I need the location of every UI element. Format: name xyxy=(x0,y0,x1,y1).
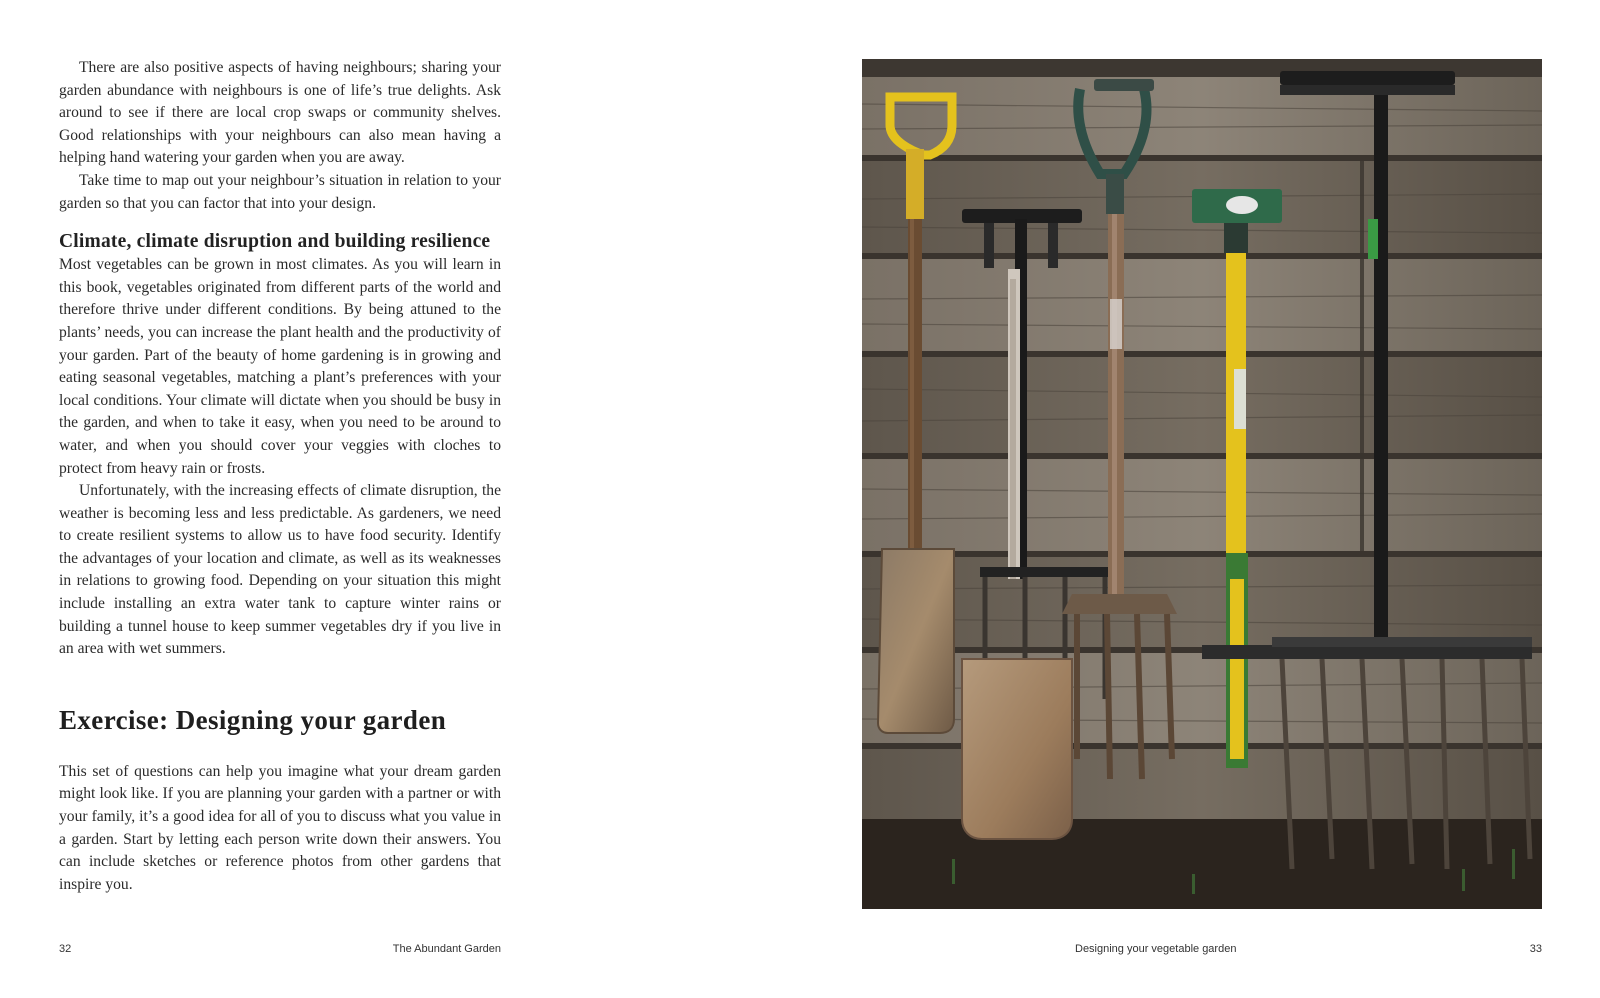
text-column xyxy=(59,57,501,896)
climate-paragraph: Most vegetables can be grown in most climates. As you will learn in this book, vegetables originated from different parts of the world and therefore thrive under different conditions. By being attuned to the plants’ needs, you can increase the plant health and the productivity of your garden. Part of the beauty of home gardening is in growing and eating seasonal vegetables, matching a plant’s preferences with your local conditions. Your climate will dictate when you should be busy in the garden, and when to take it easy, when you need to be around to water, and when you should cover your veggies with cloches to protect from heavy rain or frosts. xyxy=(59,256,501,477)
page-number-left: 32 xyxy=(59,943,72,955)
running-title-left: The Abundant Garden xyxy=(392,943,501,955)
garden-tools-photo xyxy=(862,59,1542,909)
climate-heading: Climate, climate disruption and building resilience xyxy=(59,231,491,253)
exercise-heading: Exercise: Designing your garden xyxy=(59,704,447,735)
neighbours-paragraph: There are also positive aspects of having neighbours; sharing your garden abundance with neighbours is one of life’s true delights. Ask around to see if there are local crop swaps or community shelves. Good relationships with your neighbours can also mean having a helping hand watering your garden when you are away. xyxy=(59,59,501,167)
exercise-paragraph: This set of questions can help you imagine what your dream garden might look like. If you are planning your garden with a partner or with your family, it’s a good idea for all of you to discuss what you value in a garden. Start by letting each person write down their answers. You can include sketches or reference photos from other gardens that inspire you. xyxy=(59,762,501,893)
climate-disruption-paragraph: Unfortunately, with the increasing effects of climate disruption, the weather is becoming less and less predictable. As gardeners, we need to create resilient systems to allow us to have food security. Identify the advantages of your location and climate, as well as its weaknesses in relations to growing food. Depending on your situation this might include installing an extra water tank to capture winter rains or building a tunnel house to keep summer vegetables dry if you live in an area with wet summers. xyxy=(59,482,501,658)
right-page xyxy=(800,0,1600,998)
running-title-right: Designing your vegetable garden xyxy=(1075,943,1237,955)
map-neighbours-paragraph: Take time to map out your neighbour’s situation in relation to your garden so that you can factor that into your design. xyxy=(59,171,501,212)
page-number-right: 33 xyxy=(1529,943,1542,955)
